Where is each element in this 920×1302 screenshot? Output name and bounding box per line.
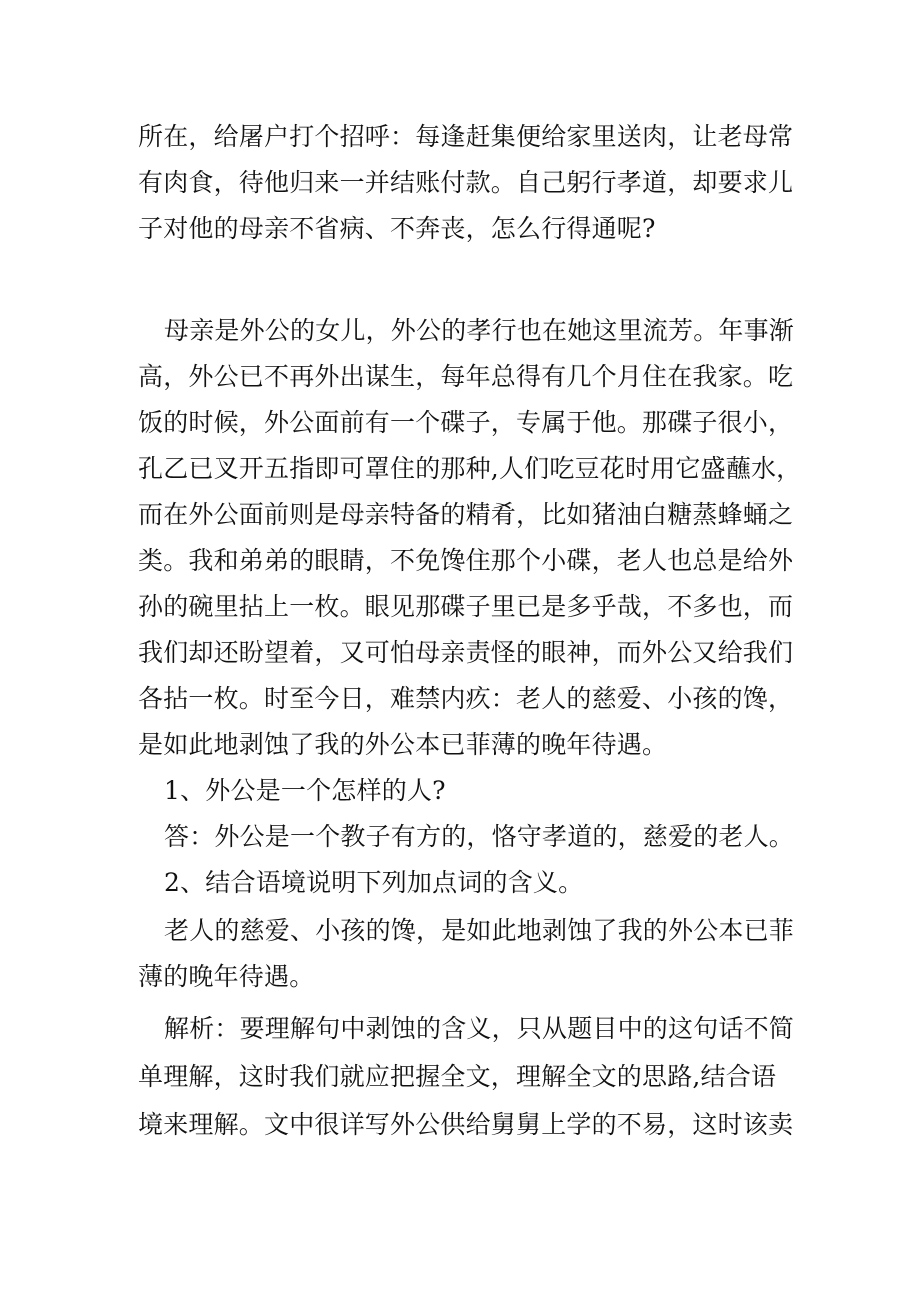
paragraph-2-line-3: 饭的时候，外公面前有一个碟子，专属于他。那碟子很小， (138, 408, 794, 437)
paragraph-2-line-7: 孙的碗里拈上一枚。眼见那碟子里已是多乎哉，不多也，而 (138, 592, 794, 621)
paragraph-2-line-8: 我们却还盼望着，又可怕母亲责怪的眼神，而外公又给我们 (138, 638, 794, 667)
paragraph-2-line-2: 高，外公已不再外出谋生，每年总得有几个月住在我家。吃 (138, 362, 794, 391)
quote-line-2: 薄的晚年待遇。 (138, 962, 315, 991)
paragraph-1-line-2: 有肉食，待他归来一并结账付款。自己躬行孝道，却要求儿 (138, 168, 794, 197)
paragraph-1-line-3: 子对他的母亲不省病、不奔丧，怎么行得通呢? (138, 214, 656, 243)
paragraph-1-line-1: 所在，给屠户打个招呼：每逢赶集便给家里送肉，让老母常 (138, 122, 794, 151)
paragraph-2-line-9: 各拈一枚。时至今日，难禁内疚：老人的慈爱、小孩的馋， (138, 684, 794, 713)
question-1: 1、外公是一个怎样的人? (164, 776, 446, 805)
paragraph-2-line-1: 母亲是外公的女儿，外公的孝行也在她这里流芳。年事渐 (164, 316, 795, 345)
paragraph-2-line-4: 孔乙已叉开五指即可罩住的那种,人们吃豆花时用它盛蘸水， (138, 454, 802, 483)
analysis-line-1: 解析：要理解句中剥蚀的含义，只从题目中的这句话不简 (164, 1014, 795, 1043)
analysis-line-3: 境来理解。文中很详写外公供给舅舅上学的不易，这时该卖 (138, 1110, 794, 1139)
paragraph-2-line-5: 而在外公面前则是母亲特备的精肴，比如猪油白糖蒸蜂蛹之 (138, 500, 794, 529)
answer-1: 答：外公是一个教子有方的，恪守孝道的，慈爱的老人。 (164, 822, 795, 851)
paragraph-2-line-10: 是如此地剥蚀了我的外公本已菲薄的晚年待遇。 (138, 730, 668, 759)
analysis-line-2: 单理解，这时我们就应把握全文，理解全文的思路,结合语 (138, 1062, 777, 1091)
question-2: 2、结合语境说明下列加点词的含义。 (164, 868, 584, 897)
paragraph-2-line-6: 类。我和弟弟的眼睛，不免馋住那个小碟，老人也总是给外 (138, 546, 794, 575)
quote-line-1: 老人的慈爱、小孩的馋，是如此地剥蚀了我的外公本已菲 (164, 916, 795, 945)
